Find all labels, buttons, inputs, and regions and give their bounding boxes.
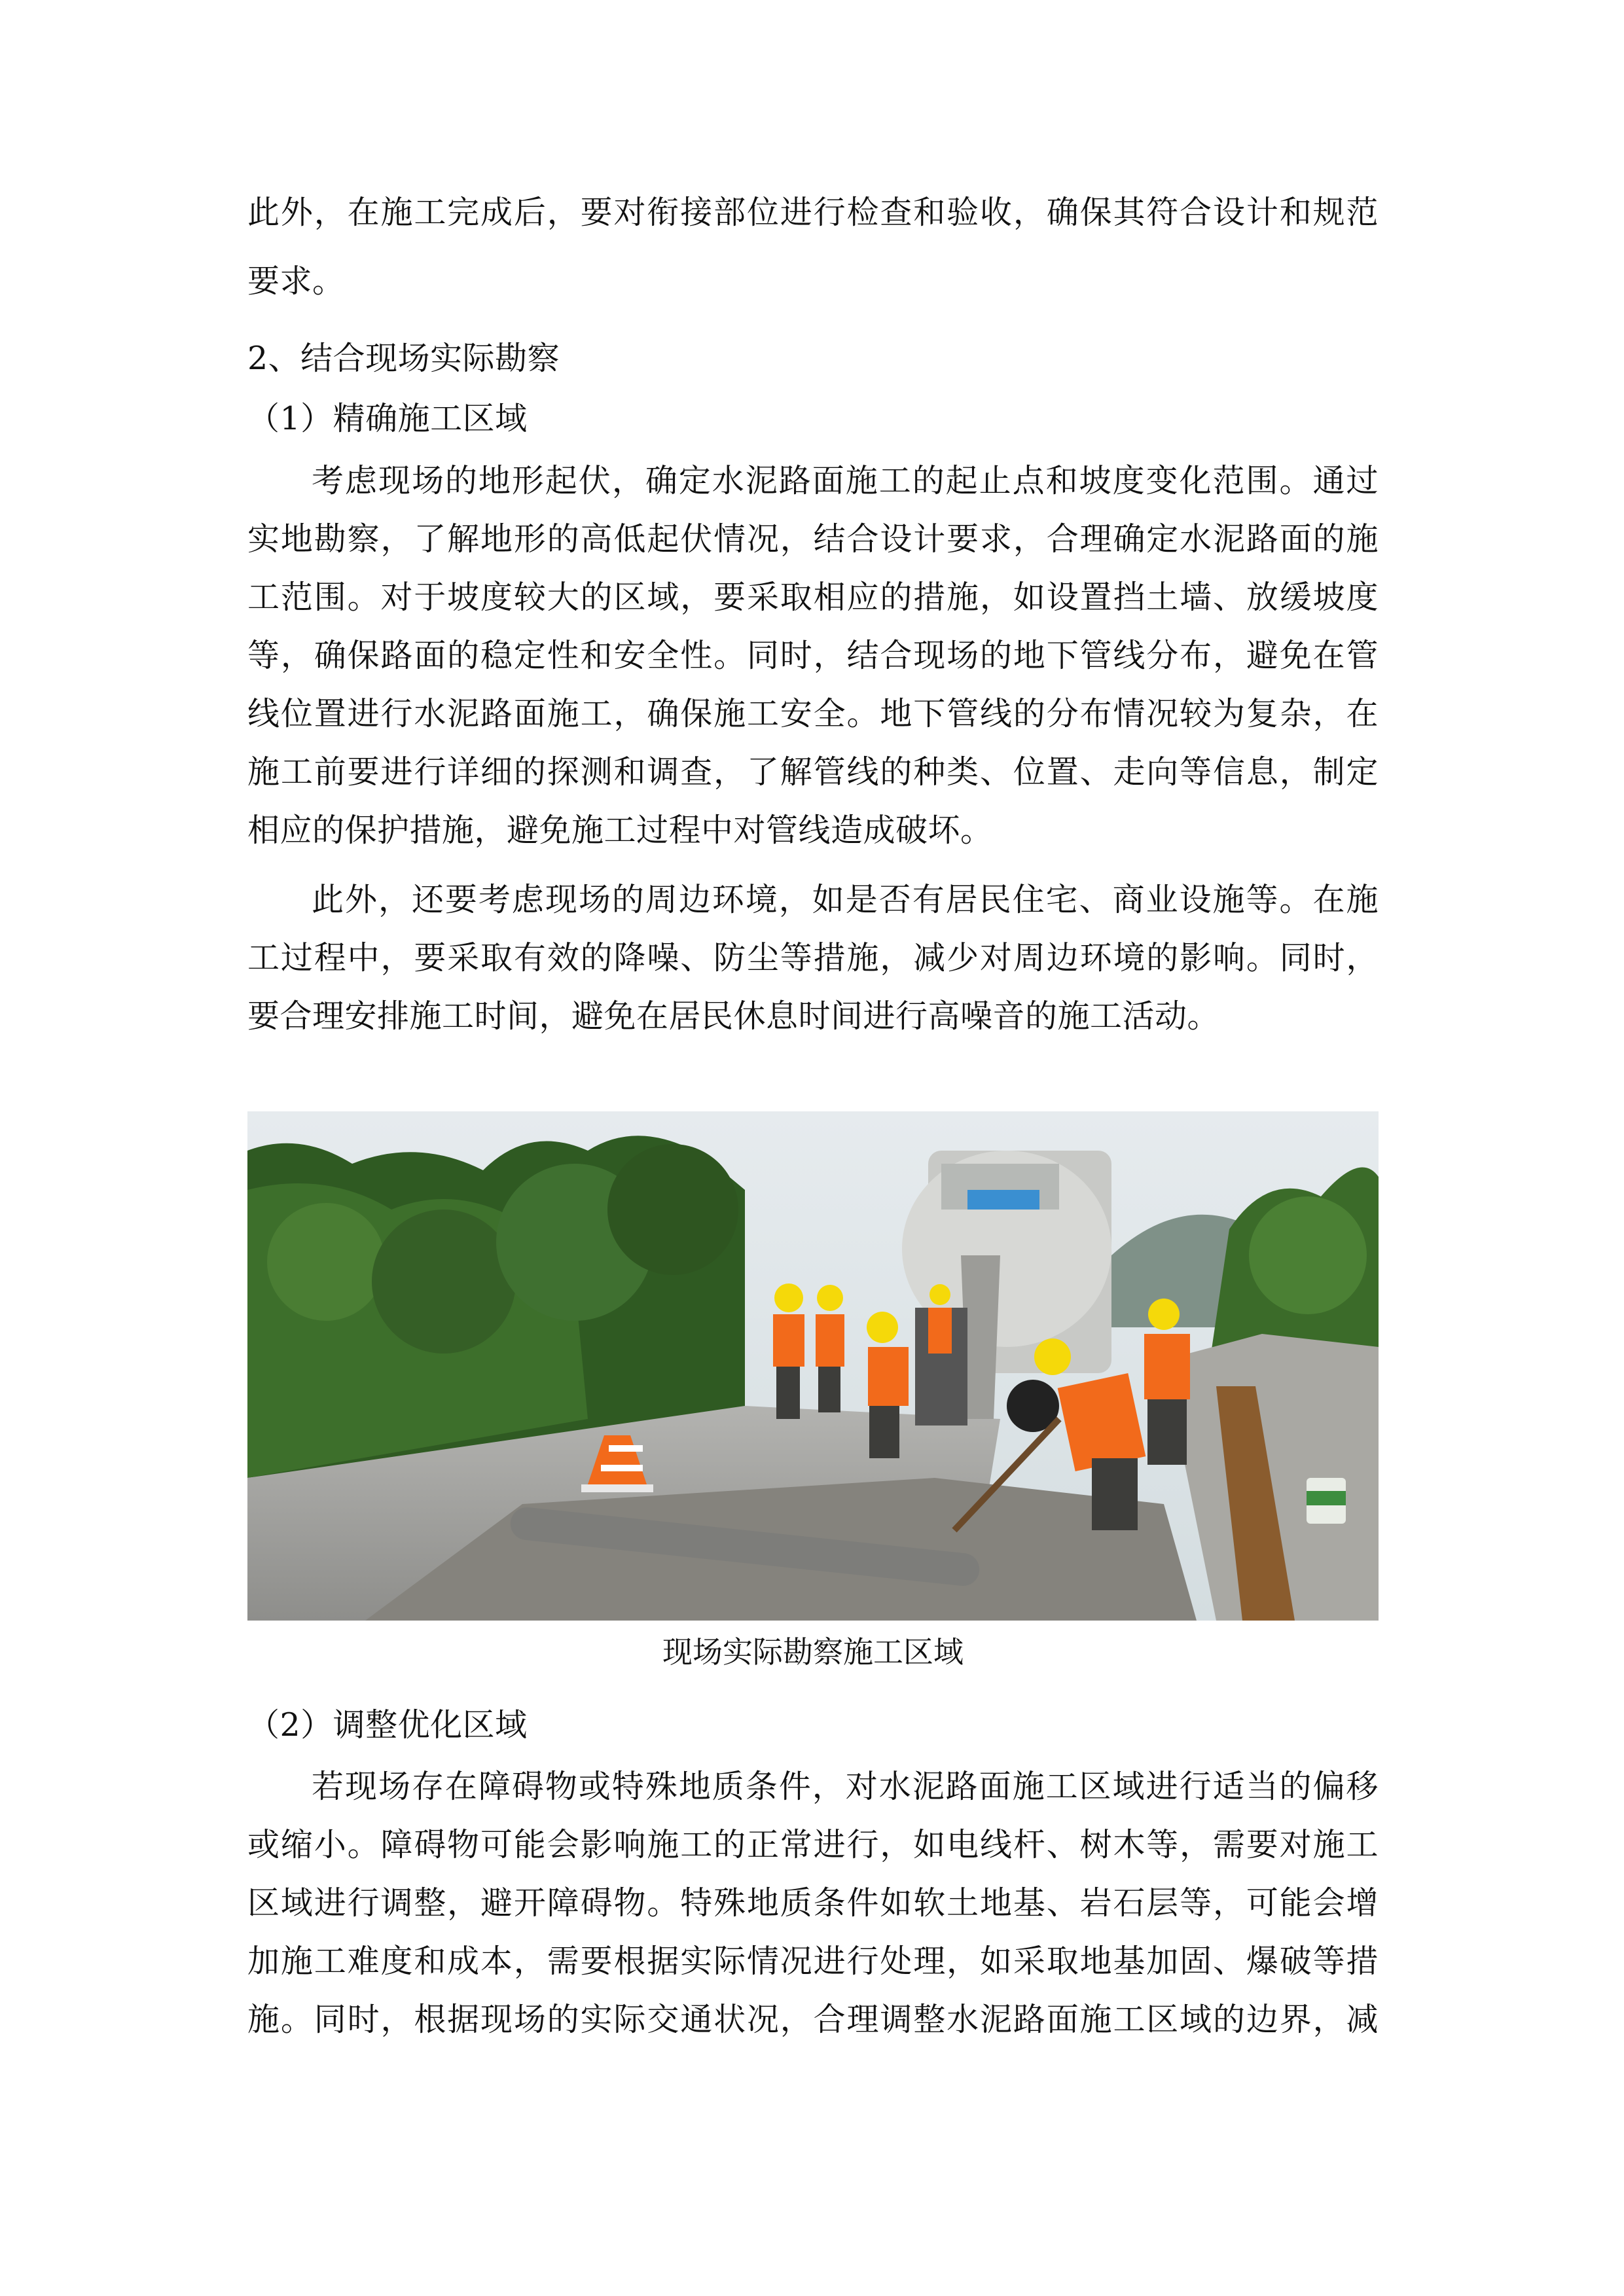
worker-figure-2 bbox=[816, 1285, 844, 1412]
s1-p1-line-6: 施工前要进行详细的探测和调查，了解管线的种类、位置、走向等信息，制定 bbox=[247, 753, 1379, 791]
s2-p1-line-4: 加施工难度和成本，需要根据实际情况进行处理，如采取地基加固、爆破等措 bbox=[247, 1943, 1379, 1980]
s1-p1-line-4: 等，确保路面的稳定性和安全性。同时，结合现场的地下管线分布，避免在管 bbox=[247, 637, 1379, 674]
subsection-1-heading: （1）精确施工区域 bbox=[247, 400, 528, 437]
s1-p2-line-1: 此外，还要考虑现场的周边环境，如是否有居民住宅、商业设施等。在施 bbox=[312, 881, 1379, 918]
s2-p1-line-2: 或缩小。障碍物可能会影响施工的正常进行，如电线杆、树木等，需要对施工 bbox=[247, 1826, 1379, 1863]
s1-p1-line-3: 工范围。对于坡度较大的区域，要采取相应的措施，如设置挡土墙、放缓坡度 bbox=[247, 579, 1379, 616]
s1-p2-line-2: 工过程中，要采取有效的降噪、防尘等措施，减少对周边环境的影响。同时， bbox=[247, 939, 1379, 977]
s2-p1-line-3: 区域进行调整，避开障碍物。特殊地质条件如软土地基、岩石层等，可能会增 bbox=[247, 1884, 1379, 1922]
worker-figure-1 bbox=[773, 1283, 804, 1419]
s1-p1-line-5: 线位置进行水泥路面施工，确保施工安全。地下管线的分布情况较为复杂，在 bbox=[247, 695, 1379, 732]
s1-p2-line-3: 要合理安排施工时间，避免在居民休息时间进行高噪音的施工活动。 bbox=[247, 997, 1220, 1035]
s2-p1-line-1: 若现场存在障碍物或特殊地质条件，对水泥路面施工区域进行适当的偏移 bbox=[312, 1768, 1379, 1805]
s1-p1-line-1: 考虑现场的地形起伏，确定水泥路面施工的起止点和坡度变化范围。通过 bbox=[312, 462, 1379, 499]
figure-caption: 现场实际勘察施工区域 bbox=[662, 1634, 964, 1670]
construction-site-photo bbox=[247, 1111, 1379, 1621]
intro-line-2: 要求。 bbox=[247, 262, 345, 300]
s2-p1-line-5: 施。同时，根据现场的实际交通状况，合理调整水泥路面施工区域的边界，减 bbox=[247, 2001, 1379, 2038]
section-heading: 2、结合现场实际勘察 bbox=[247, 340, 560, 377]
worker-figure-4 bbox=[928, 1284, 952, 1354]
s1-p1-line-2: 实地勘察，了解地形的高低起伏情况，结合设计要求，合理确定水泥路面的施 bbox=[247, 520, 1379, 558]
subsection-2-heading: （2）调整优化区域 bbox=[247, 1706, 528, 1744]
s1-p1-line-7: 相应的保护措施，避免施工过程中对管线造成破坏。 bbox=[247, 812, 993, 849]
intro-line-1: 此外，在施工完成后，要对衔接部位进行检查和验收，确保其符合设计和规范 bbox=[247, 194, 1379, 231]
